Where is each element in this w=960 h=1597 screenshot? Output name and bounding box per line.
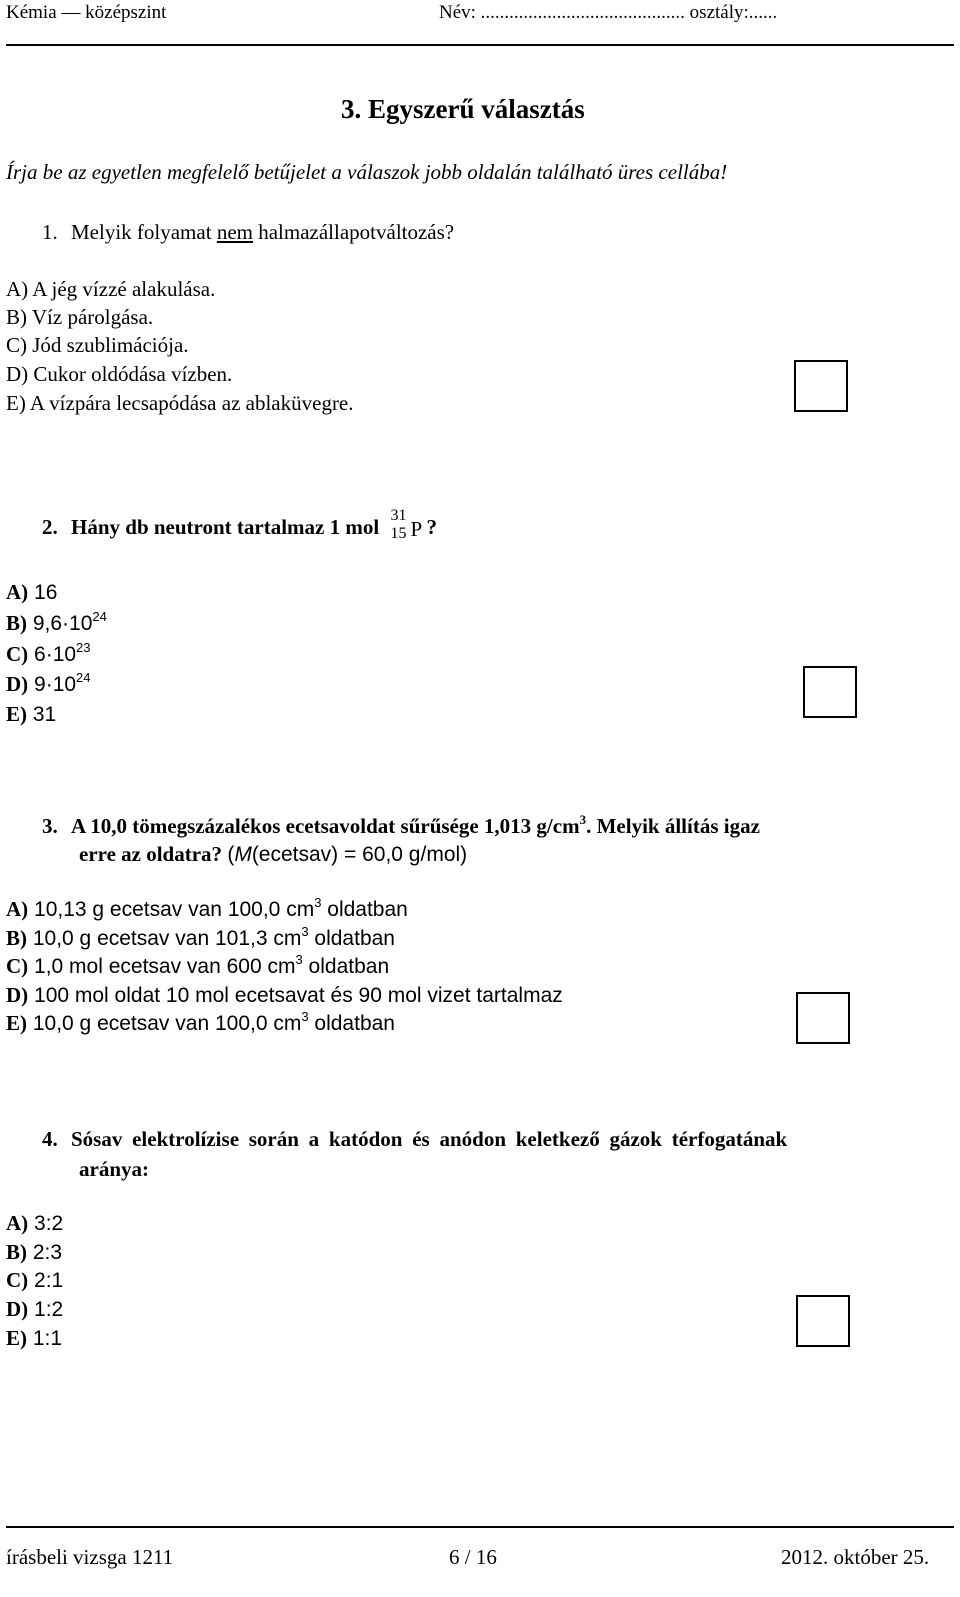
- q2-question-mark: ?: [426, 515, 437, 539]
- q3-option-label: E): [6, 1011, 27, 1035]
- q4-option: [6, 1211, 63, 1236]
- q2-option-text: 31: [32, 703, 57, 726]
- q4-option: [6, 1268, 63, 1293]
- q2-isotope: [390, 507, 424, 543]
- q2-option: [6, 672, 91, 697]
- q2-option-label: A): [6, 580, 29, 604]
- q3-text-a: A 10,0 tömegszázalékos ecetsavoldat sűrűsége 1,013 g/cm: [71, 814, 580, 838]
- q1-stem: [42, 220, 454, 245]
- q3-molar-mass: (ecetsav) = 60,0 g/mol): [251, 843, 468, 866]
- q4-option-text: 1:1: [32, 1327, 63, 1350]
- q4-option: [6, 1240, 62, 1265]
- q4-number: 4.: [42, 1127, 58, 1151]
- q2-option-label: C): [6, 642, 29, 666]
- section-number: 3.: [341, 94, 362, 124]
- q3-option-text: 10,0 g ecetsav van 101,3 cm: [32, 927, 302, 950]
- q3-option-label: B): [6, 926, 27, 950]
- isotope-mass-number: 31: [390, 507, 407, 525]
- q3-option-sup: 3: [295, 952, 303, 967]
- q4-option-label: A): [6, 1211, 29, 1235]
- q3-option-text: 1,0 mol ecetsav van 600 cm: [34, 955, 296, 978]
- q3-option-text-end: oldatban: [308, 1012, 395, 1035]
- q1-option-label: D): [6, 362, 29, 386]
- q2-option-exponent: 23: [76, 640, 91, 655]
- footer-exam-code: írásbeli vizsga 1211: [6, 1545, 174, 1569]
- q3-number: 3.: [42, 814, 58, 838]
- q1-underlined: nem: [216, 220, 253, 244]
- q1-option-label: C): [6, 333, 27, 357]
- q4-option-label: C): [6, 1268, 29, 1292]
- q2-number: 2.: [42, 515, 58, 539]
- q2-option-label: D): [6, 672, 29, 696]
- q1-option-label: A): [6, 277, 29, 301]
- q4-option-text: 2:1: [34, 1269, 64, 1292]
- q2-text: Hány db neutront tartalmaz 1 mol: [71, 515, 380, 539]
- q1-option: [6, 277, 215, 302]
- q3-option-text: 100 mol oldat 10 mol ecetsavat és 90 mol vizet tartalmaz: [34, 984, 563, 1007]
- q1-option-text: A vízpára lecsapódása az ablaküvegre.: [29, 391, 354, 415]
- section-title: [341, 94, 585, 125]
- q1-option-text: Víz párolgása.: [31, 305, 154, 329]
- isotope-symbol: P: [410, 517, 423, 542]
- q3-option-label: A): [6, 897, 29, 921]
- q2-option-label: E): [6, 702, 27, 726]
- q3-option-sup: 3: [301, 924, 309, 939]
- q1-option-text: Cukor oldódása vízben.: [33, 362, 233, 386]
- q1-text-after: halmazállapotváltozás?: [252, 220, 455, 244]
- q3-molar-mass-symbol: M: [234, 843, 252, 866]
- footer-page-number: 6 / 16: [449, 1545, 497, 1569]
- q3-option-text-end: oldatban: [308, 927, 395, 950]
- q3-option-sup: 3: [301, 1009, 309, 1024]
- q3-stem-line2: erre az oldatra? (M(ecetsav) = 60,0 g/mol): [79, 842, 468, 866]
- q3-option: [6, 954, 389, 979]
- q2-option-text: 6·10: [34, 643, 77, 666]
- q3-option: [6, 926, 395, 951]
- q2-option: [6, 611, 107, 636]
- section-title-text: Egyszerű választás: [368, 94, 585, 124]
- header-name-field: Név: ........................................... osztály:......: [439, 2, 778, 23]
- footer-rule: [6, 1526, 954, 1528]
- q1-option-label: B): [6, 305, 27, 329]
- q1-option: [6, 362, 232, 387]
- q3-option-text-end: oldatban: [321, 898, 408, 921]
- header-rule: [6, 44, 954, 46]
- q4-option-text: 1:2: [34, 1298, 64, 1321]
- q3-text-b: . Melyik állítás igaz: [586, 814, 760, 838]
- q3-text-bold: erre az oldatra?: [79, 842, 223, 866]
- q1-answer-box[interactable]: [794, 360, 848, 412]
- q3-option-label: D): [6, 983, 29, 1007]
- q1-text-before: Melyik folyamat: [71, 220, 217, 244]
- q2-option: [6, 642, 91, 667]
- q3-option-sup: 3: [314, 895, 322, 910]
- q4-stem-line2: aránya:: [79, 1157, 149, 1181]
- q4-option: [6, 1326, 62, 1351]
- q2-option-text: 9·10: [34, 673, 77, 696]
- q2-stem: [42, 507, 437, 543]
- q4-answer-box[interactable]: [796, 1295, 850, 1347]
- q3-sup: 3: [579, 812, 587, 827]
- q1-option: [6, 305, 153, 330]
- q4-option-label: B): [6, 1240, 27, 1264]
- q3-answer-box[interactable]: [796, 992, 850, 1044]
- footer-date: 2012. október 25.: [781, 1545, 930, 1569]
- q4-option: [6, 1297, 63, 1322]
- q1-option-text: Jód szublimációja.: [32, 333, 189, 357]
- q3-option-text: 10,13 g ecetsav van 100,0 cm: [34, 898, 315, 921]
- q3-option: [6, 983, 563, 1008]
- q4-option-text: 3:2: [34, 1212, 64, 1235]
- q2-option: [6, 702, 56, 727]
- isotope-atomic-number: 15: [390, 525, 407, 543]
- q3-option-text: 10,0 g ecetsav van 100,0 cm: [32, 1012, 302, 1035]
- q3-option: [6, 1011, 395, 1036]
- q3-stem-line1: [42, 814, 760, 839]
- q4-option-label: D): [6, 1297, 29, 1321]
- q2-option-exponent: 24: [92, 609, 107, 624]
- q3-option: [6, 897, 408, 922]
- q2-option: [6, 580, 57, 605]
- q3-option-text-end: oldatban: [302, 955, 390, 978]
- q4-option-text: 2:3: [32, 1241, 63, 1264]
- q3-option-label: C): [6, 954, 29, 978]
- q2-answer-box[interactable]: [803, 666, 857, 718]
- header-subject: Kémia — középszint: [6, 2, 167, 23]
- q4-stem-line1: [42, 1127, 942, 1152]
- q4-option-label: E): [6, 1326, 27, 1350]
- q1-option: [6, 391, 354, 416]
- q1-option-text: A jég vízzé alakulása.: [32, 277, 216, 301]
- q1-number: 1.: [42, 220, 58, 244]
- q1-option: [6, 333, 189, 358]
- q2-option-label: B): [6, 611, 27, 635]
- q2-option-text: 9,6·10: [32, 612, 93, 635]
- q2-option-text: 16: [34, 581, 58, 604]
- q1-option-label: E): [6, 391, 26, 415]
- instruction: Írja be az egyetlen megfelelő betűjelet a válaszok jobb oldalán található üres cellába!: [6, 160, 728, 184]
- q4-text-line1: Sósav elektrolízise során a katódon és anódon keletkező gázok térfogatának: [71, 1127, 788, 1151]
- q2-option-exponent: 24: [76, 670, 91, 685]
